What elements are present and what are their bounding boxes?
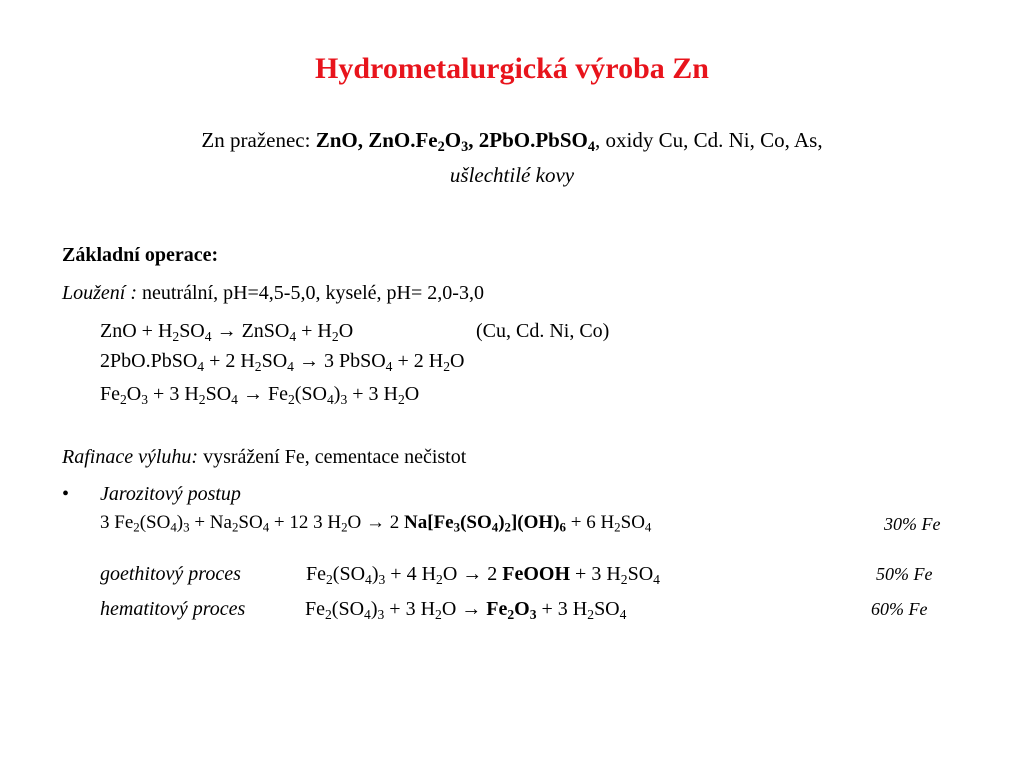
bullet-icon: •	[62, 483, 70, 505]
rafinace-text: vysrážení Fe, cementace nečistot	[203, 446, 467, 468]
hematit-eq-product: $Fe_2O_3$	[486, 598, 537, 622]
intro-line-2: ušlechtilé kovy	[449, 163, 575, 187]
jarozit-percent: 30% Fe	[884, 514, 941, 534]
goethit-eq-pre: $Fe_2(SO_4)_3 + 4$ $H_2O \to 2$	[306, 563, 503, 587]
leach-eq-3: $Fe_2O_3 + 3$ $H_2SO_4 \to Fe_2(SO_4)_3 + 3$ $H_2O$	[100, 383, 420, 407]
hematit-equation	[305, 597, 626, 621]
jarozit-equation	[100, 512, 651, 535]
goethit-eq-product: FeOOH	[502, 563, 571, 585]
leach-eq-2: 2PbO.PbSO$_4$ + 2 $H_2SO_4 \to 3$ PbSO$_4$ + 2 $H_2O$	[100, 350, 465, 374]
louzeni-line	[62, 281, 484, 305]
hematit-eq-post: + 3 $H_2SO_4$	[536, 598, 627, 622]
jarozit-eq-product: $Na[Fe_3(SO_4)_2](OH)_6$	[404, 512, 566, 535]
louzeni-label: Loužení :	[62, 282, 142, 304]
goethit-eq-post: + 3 $H_2SO_4$	[570, 563, 660, 587]
intro-line	[0, 128, 1024, 153]
jarozit-eq-pre: 3 $Fe_2(SO_4)_3 + Na_2SO_4 + 12$ 3 $H_2O \to 2$	[100, 512, 405, 535]
leach-eq-1-note: (Cu, Cd. Ni, Co)	[476, 320, 610, 342]
hematit-percent: 60% Fe	[871, 599, 928, 619]
goethit-name: goethitový proces	[100, 563, 241, 585]
louzeni-text: neutrální, pH=4,5-5,0, kyselé, pH= 2,0-3,0	[142, 282, 484, 304]
intro-rest: , oxidy Cu, Cd. Ni, Co, As,	[595, 128, 823, 152]
goethit-percent: 50% Fe	[876, 564, 933, 584]
rafinace-label: Rafinace výluhu:	[62, 446, 204, 468]
goethit-equation	[306, 562, 660, 586]
intro-prefix: Zn praženec:	[201, 128, 316, 152]
jarozit-name: Jarozitový postup	[100, 483, 241, 505]
hematit-name: hematitový proces	[100, 598, 246, 620]
zakladni-heading: Základní operace:	[62, 244, 219, 266]
leach-eq-1: ZnO + $H_2SO_4$ → ZnSO$_4$ + $H_2O$	[100, 320, 354, 344]
hematit-eq-pre: $Fe_2(SO_4)_3 + 3$ $H_2O$ →	[305, 598, 487, 622]
slide-title: Hydrometalurgická výroba Zn	[315, 52, 709, 85]
intro-compounds: ZnO, $ZnO.Fe_2O_3$, 2PbO.PbSO$_4$	[315, 128, 596, 155]
jarozit-eq-post: + 6 $H_2SO_4$	[565, 512, 652, 535]
rafinace-line	[62, 445, 466, 469]
